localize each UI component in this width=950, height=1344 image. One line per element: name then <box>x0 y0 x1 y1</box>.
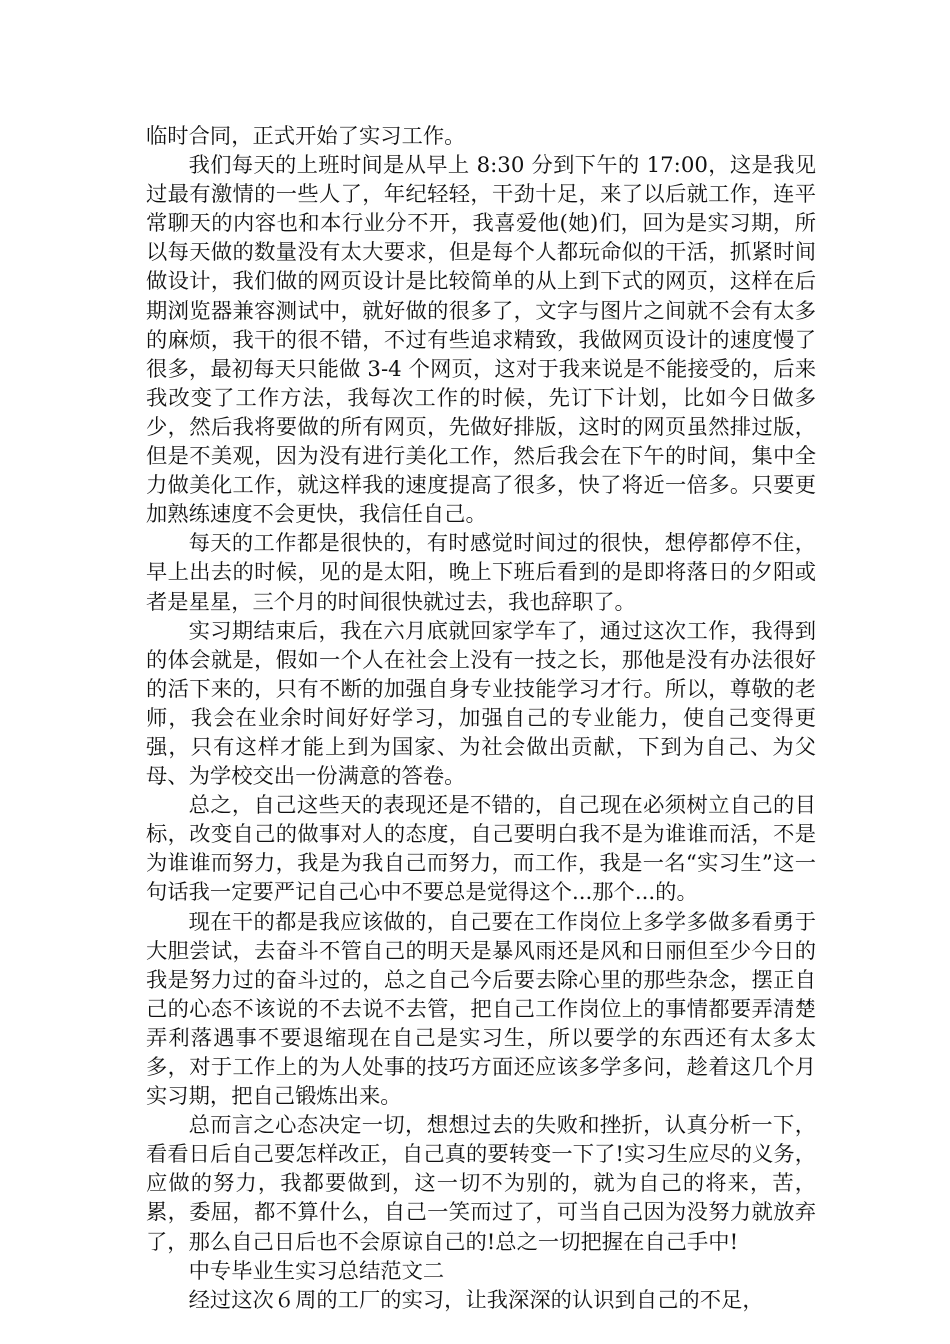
paragraph-3: 每天的工作都是很快的，有时感觉时间过的很快，想停都停不住，早上出去的时候，见的是太阳，晚上下班后看到的是即将落日的夕阳或者是星星，三个月的时间很快就过去，我也辞职了。 <box>146 531 816 615</box>
paragraph-1: 临时合同，正式开始了实习工作。 <box>146 124 466 149</box>
paragraph-4: 实习期结束后，我在六月底就回家学车了，通过这次工作，我得到的体会就是，假如一个人在社会上没有一技之长，那他是没有办法很好的活下来的，只有不断的加强自身专业技能学习才行。所以，尊敬的老师，我会在业余时间好好学习，加强自己的专业能力，使自己变得更强，只有这样才能上到为国家、为社会做出贡献，下到为自己、为父母、为学校交出一份满意的答卷。 <box>146 618 816 790</box>
paragraph-8: 经过这次６周的工厂的实习，让我深深的认识到自己的不足， <box>188 1287 764 1313</box>
paragraph-5: 总之，自己这些天的表现还是不错的，自己现在必须树立自己的目标，改变自己的做事对人的态度，自己要明白我不是为谁谁而活，不是为谁谁而努力，我是为我自己而努力，而工作，我是一名“实习生”这一句话我一定要严记自己心中不要总是觉得这个...那个...的。 <box>146 793 816 906</box>
document-body <box>146 122 816 1315</box>
paragraph-6: 现在干的都是我应该做的，自己要在工作岗位上多学多做多看勇于大胆尝试，去奋斗不管自己的明天是暴风雨还是风和日丽但至少今日的我是努力过的奋斗过的，总之自己今后要去除心里的那些杂念，摆正自己的心态不该说的不去说不去管，把自己工作岗位上的事情都要弄清楚弄利落遇事不要退缩现在自己是实习生，所以要学的东西还有太多太多，对于工作上的为人处事的技巧方面还应该多学多问，趁着这几个月实习期，把自己锻炼出来。 <box>146 909 816 1110</box>
paragraph-2: 我们每天的上班时间是从早上 8:30 分到下午的 17:00，这是我见过最有激情的一些人了，年纪轻轻，干劲十足，来了以后就工作，连平常聊天的内容也和本行业分不开，我喜爱他(她)们，回为是实习期，所以每天做的数量没有太大要求，但是每个人都玩命似的干活，抓紧时间做设计，我们做的网页设计是比较简单的从上到下式的网页，这样在后期浏览器兼容测试中，就好做的很多了，文字与图片之间就不会有太多的麻烦，我干的很不错，不过有些追求精致，我做网页设计的速度慢了很多，最初每天只能做 3-4 个网页，这对于我来说是不能接受的，后来我改变了工作方法，我每次工作的时候，先订下计划，比如今日做多少，然后我将要做的所有网页，先做好排版，这时的网页虽然排过版，但是不美观，因为没有进行美化工作，然后我会在下午的时间，集中全力做美化工作，就这样我的速度提高了很多，快了将近一倍多。只要更加熟练速度不会更快，我信任自己。 <box>146 153 816 528</box>
section-heading: 中专毕业生实习总结范文二 <box>188 1258 445 1284</box>
paragraph-7: 总而言之心态决定一切，想想过去的失败和挫折，认真分析一下，看看日后自己要怎样改正，自己真的要转变一下了!实习生应尽的义务，应做的努力，我都要做到，这一切不为别的，就为自己的将来，苦，累，委屈，都不算什么，自己一笑而过了，可当自己因为没努力就放弃了，那么自己日后也不会原谅自己的!总之一切把握在自己手中! <box>146 1113 816 1255</box>
